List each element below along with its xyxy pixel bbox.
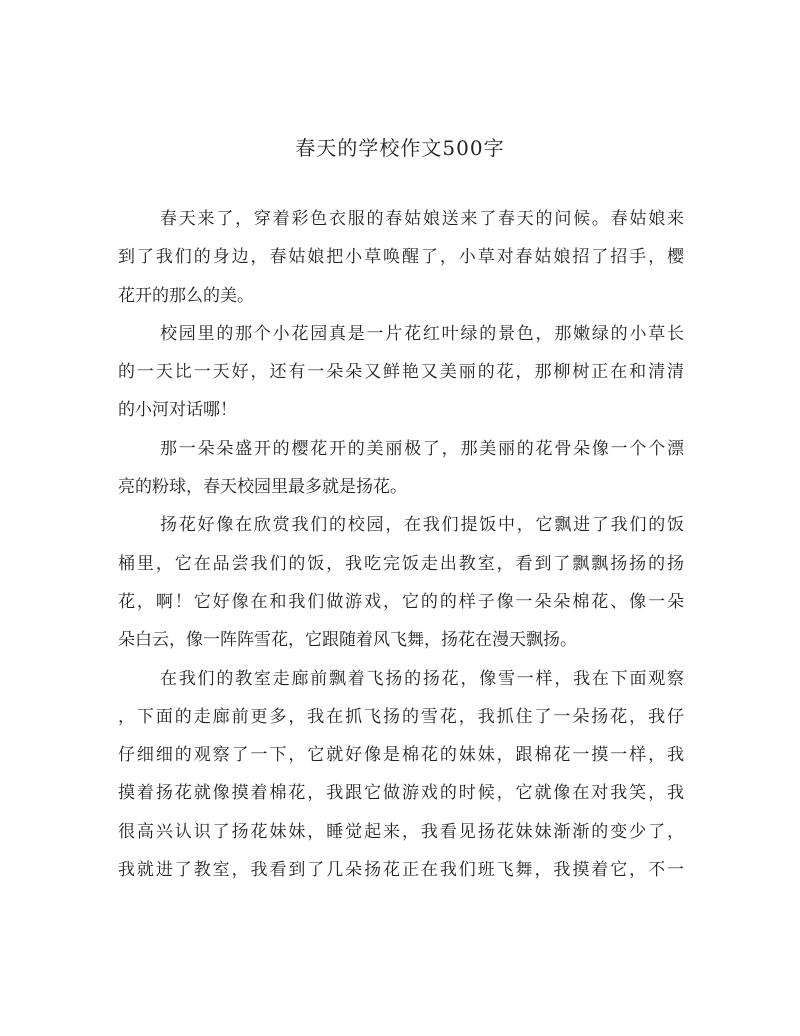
text-line: 到了我们的身边，春姑娘把小草唤醒了，小草对春姑娘招了招手，樱 bbox=[118, 247, 684, 268]
text-line: 的一天比一天好，还有一朵朵又鲜艳又美丽的花，那柳树正在和清清 bbox=[118, 362, 684, 383]
text-line: 摸着扬花就像摸着棉花，我跟它做游戏的时候，它就像在对我笑，我 bbox=[118, 783, 684, 804]
document-title: 春天的学校作文500字 bbox=[295, 136, 505, 160]
text-line: 花开的那么的美。 bbox=[118, 285, 254, 306]
text-line: ，下面的走廊前更多，我在抓飞扬的雪花，我抓住了一朵扬花，我仔 bbox=[118, 706, 684, 727]
text-line: 校园里的那个小花园真是一片花红叶绿的景色，那嫩绿的小草长 bbox=[160, 323, 684, 344]
text-line: 在我们的教室走廊前飘着飞扬的扬花，像雪一样，我在下面观察 bbox=[160, 668, 684, 689]
text-line: 很高兴认识了扬花妹妹，睡觉起来，我看见扬花妹妹渐渐的变少了， bbox=[118, 821, 684, 842]
text-line: 的小河对话哪！ bbox=[118, 400, 237, 421]
text-line: 仔细细的观察了一下，它就好像是棉花的妹妹，跟棉花一摸一样，我 bbox=[118, 745, 684, 766]
text-line: 春天来了，穿着彩色衣服的春姑娘送来了春天的问候。春姑娘来 bbox=[160, 209, 684, 229]
text-line: 花，啊！它好像在和我们做游戏，它的的样子像一朵朵棉花、像一朵 bbox=[118, 591, 684, 612]
text-line: 我就进了教室，我看到了几朵扬花正在我们班飞舞，我摸着它，不一 bbox=[118, 860, 684, 881]
text-line: 扬花好像在欣赏我们的校园，在我们提饭中，它飘进了我们的饭 bbox=[160, 515, 684, 536]
text-line: 那一朵朵盛开的樱花开的美丽极了，那美丽的花骨朵像一个个漂 bbox=[160, 438, 684, 459]
text-line: 桶里，它在品尝我们的饭，我吃完饭走出教室，看到了飘飘扬扬的扬 bbox=[118, 553, 684, 574]
text-line: 亮的粉球，春天校园里最多就是扬花。 bbox=[118, 477, 407, 498]
text-line: 朵白云，像一阵阵雪花，它跟随着风飞舞，扬花在漫天飘扬。 bbox=[118, 630, 577, 651]
document-body bbox=[118, 200, 684, 889]
